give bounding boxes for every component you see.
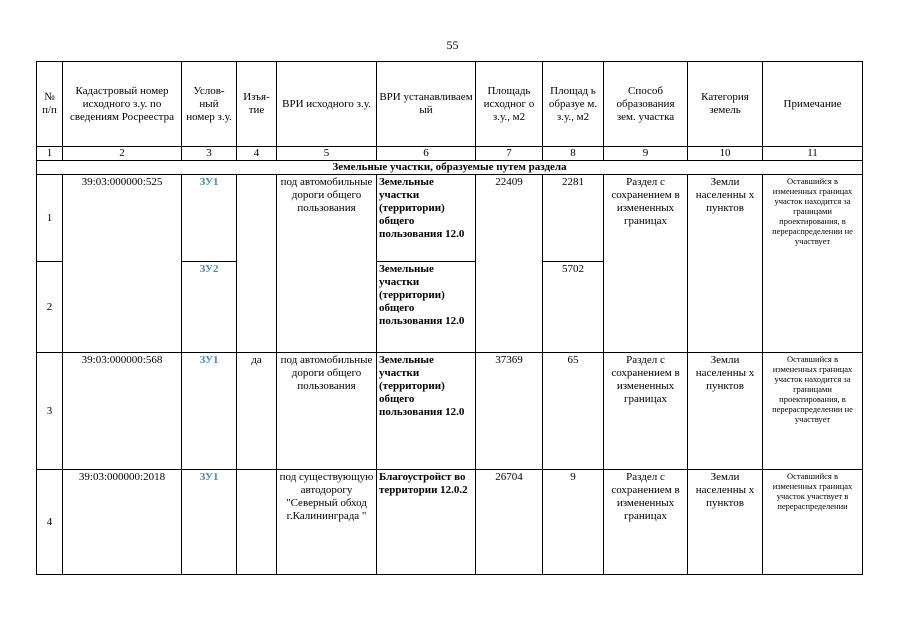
header-cell-area-new: Площад ь образуе м. з.у., м2 xyxy=(543,62,604,147)
area-new: 2281 xyxy=(543,175,604,262)
area-source: 26704 xyxy=(476,470,543,575)
header-cell-method: Способ образования зем. участка xyxy=(604,62,688,147)
header-cell-cadastral: Кадастровый номер исходного з.у. по сведениям Росреестра xyxy=(63,62,182,147)
column-number: 9 xyxy=(604,147,688,161)
land-category: Земли населенны х пунктов xyxy=(688,353,763,470)
column-number: 4 xyxy=(237,147,277,161)
seizure-cell xyxy=(237,175,277,353)
row-number: 3 xyxy=(37,353,63,470)
vri-new: Земельные участки (территории) общего пользования 12.0 xyxy=(377,353,476,470)
vri-source: под автомобильные дороги общего пользования xyxy=(277,175,377,353)
land-plots-table xyxy=(36,61,863,575)
header-cell-num: № п/п xyxy=(37,62,63,147)
section-title: Земельные участки, образуемые путем раздела xyxy=(37,161,863,175)
note: Оставшийся в измененных границах участок находится за границами проектирования, в перераспределении не участвует xyxy=(763,175,863,353)
land-category: Земли населенны х пунктов xyxy=(688,470,763,575)
header-row xyxy=(37,62,863,147)
header-cell-area-source: Площадь исходног о з.у., м2 xyxy=(476,62,543,147)
column-number: 3 xyxy=(182,147,237,161)
header-cell-vri-source: ВРИ исходного з.у. xyxy=(277,62,377,147)
column-number: 2 xyxy=(63,147,182,161)
conditional-number: ЗУ2 xyxy=(182,262,237,353)
formation-method: Раздел с сохранением в измененных границах xyxy=(604,470,688,575)
table-row xyxy=(37,470,863,575)
vri-new: Земельные участки (территории) общего пользования 12.0 xyxy=(377,175,476,262)
column-number: 10 xyxy=(688,147,763,161)
area-source: 37369 xyxy=(476,353,543,470)
row-number: 4 xyxy=(37,470,63,575)
conditional-number: ЗУ1 xyxy=(182,353,237,470)
column-number: 11 xyxy=(763,147,863,161)
column-number-row xyxy=(37,147,863,161)
seizure-cell: да xyxy=(237,353,277,470)
seizure-cell xyxy=(237,470,277,575)
table-row xyxy=(37,175,863,262)
cadastral-number: 39:03:000000:2018 xyxy=(63,470,182,575)
header-cell-vri-new: ВРИ устанавливаем ый xyxy=(377,62,476,147)
header-cell-category: Категория земель xyxy=(688,62,763,147)
vri-source: под существующую автодорогу "Северный обход г.Калининграда " xyxy=(277,470,377,575)
vri-new: Благоустройст во территории 12.0.2 xyxy=(377,470,476,575)
land-category: Земли населенны х пунктов xyxy=(688,175,763,353)
formation-method: Раздел с сохранением в измененных границах xyxy=(604,353,688,470)
area-source: 22409 xyxy=(476,175,543,353)
page-number: 55 xyxy=(446,38,459,52)
section-row xyxy=(37,161,863,175)
formation-method: Раздел с сохранением в измененных границах xyxy=(604,175,688,353)
table-row xyxy=(37,353,863,470)
note: Оставшийся в измененных границах участок участвует в перераспределении xyxy=(763,470,863,575)
row-number: 2 xyxy=(37,262,63,353)
column-number: 7 xyxy=(476,147,543,161)
area-new: 5702 xyxy=(543,262,604,353)
header-cell-seizure: Изъя-тие xyxy=(237,62,277,147)
vri-new: Земельные участки (территории) общего пользования 12.0 xyxy=(377,262,476,353)
header-cell-note: Примечание xyxy=(763,62,863,147)
conditional-number: ЗУ1 xyxy=(182,470,237,575)
conditional-number: ЗУ1 xyxy=(182,175,237,262)
column-number: 1 xyxy=(37,147,63,161)
note: Оставшийся в измененных границах участок находится за границами проектирования, в перераспределении не участвует xyxy=(763,353,863,470)
area-new: 9 xyxy=(543,470,604,575)
row-number: 1 xyxy=(37,175,63,262)
vri-source: под автомобильные дороги общего пользования xyxy=(277,353,377,470)
area-new: 65 xyxy=(543,353,604,470)
column-number: 8 xyxy=(543,147,604,161)
cadastral-number: 39:03:000000:568 xyxy=(63,353,182,470)
header-cell-conditional-number: Услов-ный номер з.у. xyxy=(182,62,237,147)
column-number: 5 xyxy=(277,147,377,161)
cadastral-number: 39:03:000000:525 xyxy=(63,175,182,353)
column-number: 6 xyxy=(377,147,476,161)
